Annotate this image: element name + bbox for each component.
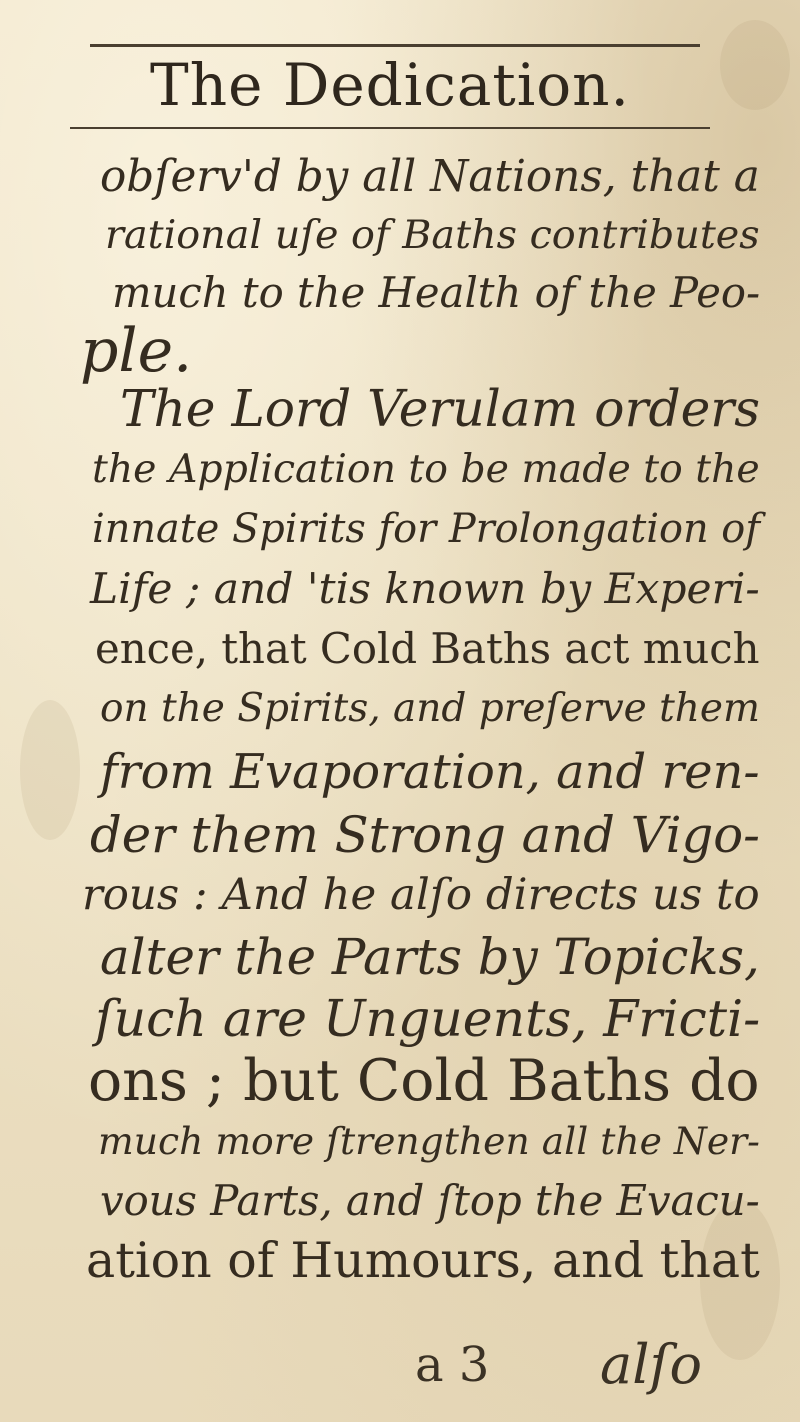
text-line: rational uſe of Baths contributes	[105, 212, 760, 258]
text-line: ſuch are Unguents, Fricti-	[95, 989, 761, 1048]
text-line: from Evaporation, and ren-	[100, 745, 760, 800]
text-line: ation of Humours, and that	[86, 1232, 760, 1289]
page-footer	[0, 1330, 800, 1400]
page-title: The Dedication.	[150, 51, 630, 119]
text-line: obſerv'd by all Nations, that a	[100, 151, 760, 202]
text-line: rous : And he alſo directs us to	[82, 870, 760, 920]
paper-stain	[720, 20, 790, 110]
text-line: vous Parts, and ſtop the Evacu-	[100, 1176, 760, 1225]
signature-mark: a 3	[415, 1337, 490, 1393]
text-line: ence, that Cold Baths act much	[95, 624, 760, 673]
text-line: innate Spirits for Prolongation of	[92, 506, 761, 552]
catchword: alſo	[600, 1333, 702, 1396]
text-line: ple.	[80, 316, 193, 386]
text-line: the Application to be made to the	[92, 446, 760, 492]
text-line: alter the Parts by Topicks,	[100, 928, 760, 986]
header-rule-bottom	[70, 127, 710, 129]
text-line: much to the Health of the Peo-	[112, 268, 761, 317]
text-line: der them Strong and Vigo-	[90, 806, 760, 864]
paper-stain	[20, 700, 80, 840]
text-line: ons ; but Cold Baths do	[88, 1048, 760, 1114]
text-line: Life ; and 'tis known by Experi-	[90, 564, 760, 613]
text-line: much more ſtrengthen all the Ner-	[98, 1119, 760, 1163]
page-header	[70, 40, 710, 130]
text-line: on the Spirits, and preſerve them	[100, 686, 760, 731]
text-line: The Lord Verulam orders	[120, 379, 761, 438]
header-rule-top	[90, 44, 700, 47]
